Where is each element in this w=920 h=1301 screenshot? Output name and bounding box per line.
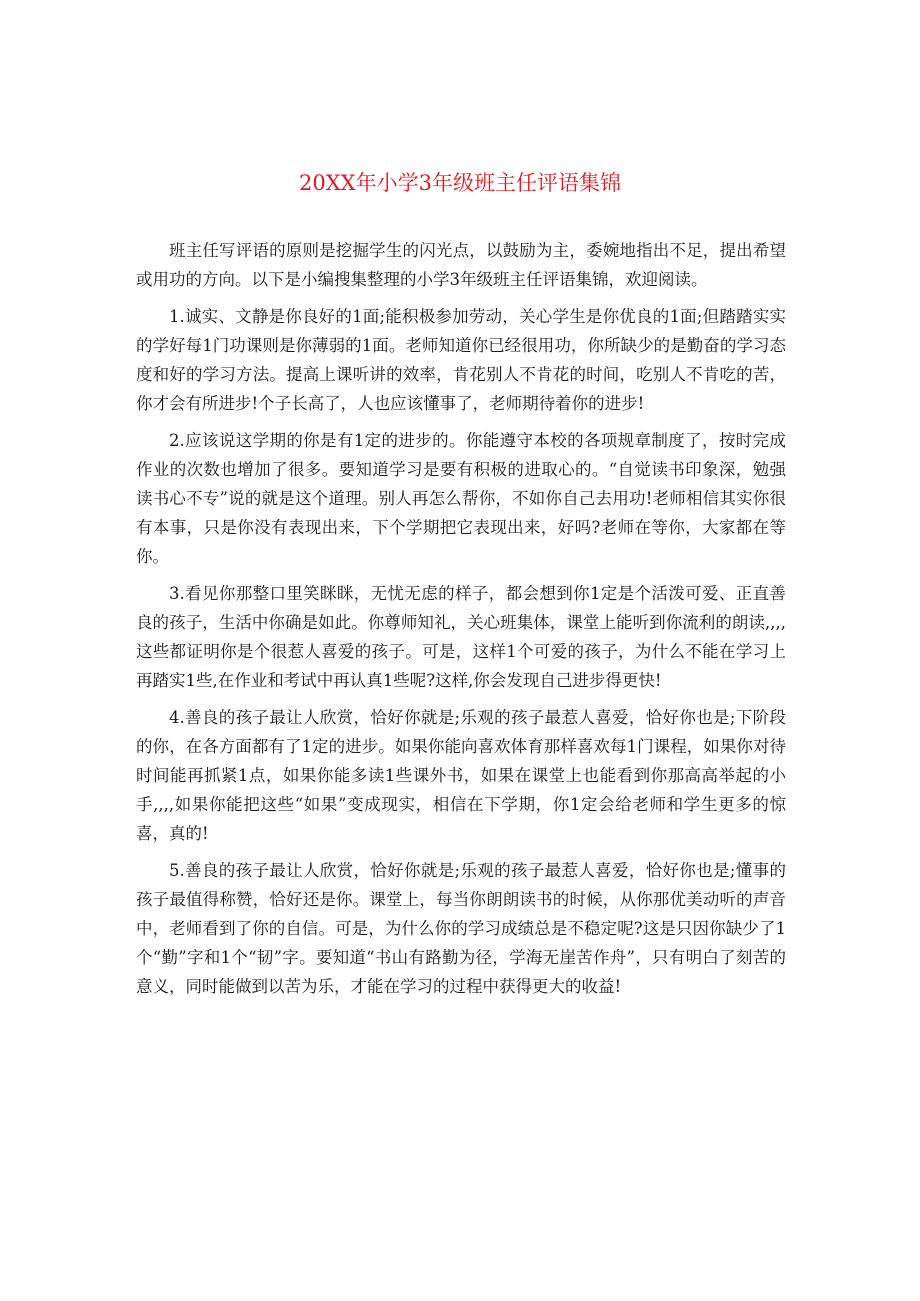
comment-paragraph-1: 1.诚实、文静是你良好的1面;能积极参加劳动，关心学生是你优良的1面;但踏踏实实的学好每1门功课则是你薄弱的1面。老师知道你已经很用功，你所缺少的是勤奋的学习态度和好的学习方法。提高上课听讲的效率，肯花别人不肯花的时间，吃别人不肯吃的苦，你才会有所进步!个子长高了，人也应该懂事了，老师期待着你的进步! (136, 307, 786, 413)
comment-paragraph-3: 3.看见你那整口里笑眯眯，无忧无虑的样子，都会想到你1定是个活泼可爱、正直善良的孩子，生活中你确是如此。你尊师知礼，关心班集体，课堂上能听到你流利的朗读,,,,这些都证明你是个很惹人喜爱的孩子。可是，这样1个可爱的孩子，为什么不能在学习上再踏实1些,在作业和考试中再认真1些呢?这样,你会发现自己进步得更快! (136, 584, 786, 690)
intro-paragraph: 班主任写评语的原则是挖掘学生的闪光点，以鼓励为主，委婉地指出不足，提出希望或用功的方向。以下是小编搜集整理的小学3年级班主任评语集锦，欢迎阅读。 (136, 241, 786, 289)
comment-paragraph-4: 4.善良的孩子最让人欣赏，恰好你就是;乐观的孩子最惹人喜爱，恰好你也是;下阶段的你，在各方面都有了1定的进步。如果你能向喜欢体育那样喜欢每1门课程，如果你对待时间能再抓紧1点，如果你能多读1些课外书，如果在课堂上也能看到你那高高举起的小手,,,,如果你能把这些“如果”变成现实，相信在下学期，你1定会给老师和学生更多的惊喜，真的! (136, 708, 786, 843)
document-body (136, 236, 786, 1009)
comment-paragraph-2: 2.应该说这学期的你是有1定的进步的。你能遵守本校的各项规章制度了，按时完成作业的次数也增加了很多。要知道学习是要有积极的进取心的。“自觉读书印象深，勉强读书心不专”说的就是这个道理。别人再怎么帮你，不如你自己去用功!老师相信其实你很有本事，只是你没有表现出来，下个学期把它表现出来，好吗?老师在等你，大家都在等你。 (136, 431, 786, 566)
comment-paragraph-5: 5.善良的孩子最让人欣赏，恰好你就是;乐观的孩子最惹人喜爱，恰好你也是;懂事的孩子最值得称赞，恰好还是你。课堂上，每当你朗朗读书的时候，从你那优美动听的声音中，老师看到了你的自信。可是，为什么你的学习成绩总是不稳定呢?这是只因你缺少了1个“勤”字和1个“韧”字。要知道“书山有路勤为径，学海无崖苦作舟”，只有明白了刻苦的意义，同时能做到以苦为乐，才能在学习的过程中获得更大的收益! (136, 861, 786, 996)
document-title: 20XX年小学3年级班主任评语集锦 (299, 171, 621, 195)
